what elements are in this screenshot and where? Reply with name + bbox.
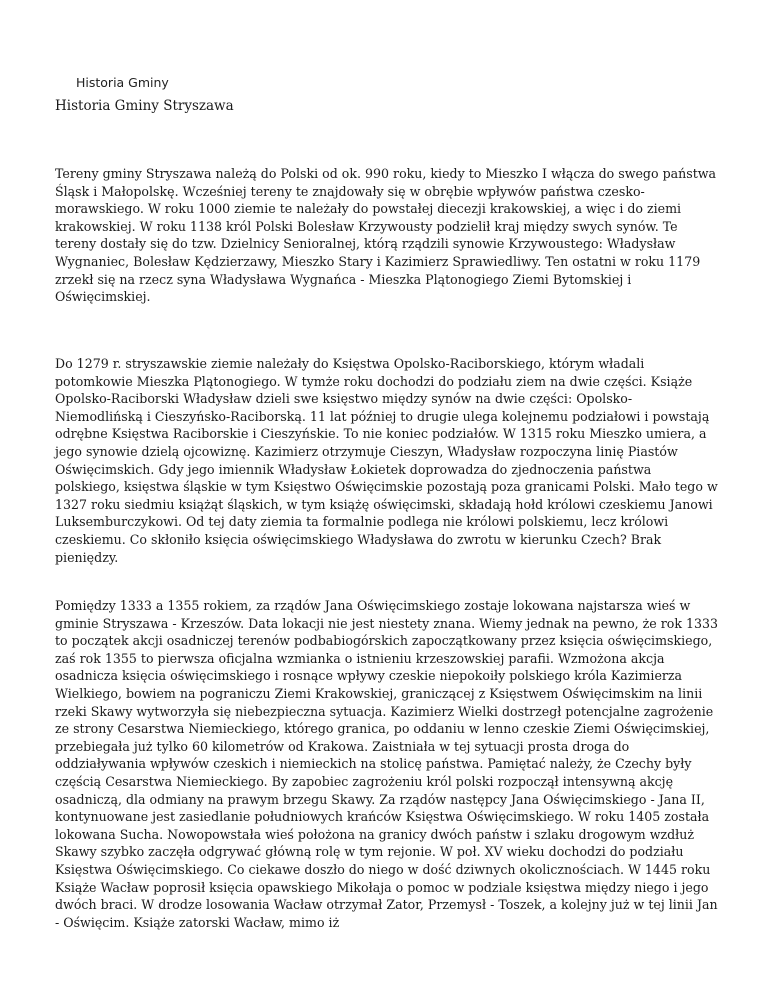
paragraph-2: Do 1279 r. stryszawskie ziemie należały do Księstwa Opolsko-Raciborskiego, którym władali potomkowie Mieszka Plątonogiego. W tymże roku dochodzi do podziału ziem na dwie części. Książe Opolsko-Raciborski Władysław dzieli swe księstwo między synów na dwie części: Opolsko-Niemodlińską i Cieszyńsko-Raciborską. 11 lat później to drugie ulega kolejnemu podziałowi i powstają odrębne Księstwa Raciborskie i Cieszyńskie. To nie koniec podziałów. W 1315 roku Mieszko umiera, a jego synowie dzielą ojcowiznę. Kazimierz otrzymuje Cieszyn, Władysław rozpoczyna linię Piastów Oświęcimskich. Gdy jego imiennik Władysław Łokietek doprowadza do zjednoczenia państwa polskiego, księstwa śląskie w tym Księstwo Oświęcimskie pozostają poza granicami Polski. Mało tego w 1327 roku siedmiu książąt śląskich, w tym książę oświęcimski, składają hołd królowi czeskiemu Janowi Luksemburczykowi. Od tej daty ziemia ta formalnie podlega nie królowi polskiemu, lecz królowi czeskiemu. Co skłoniło księcia oświęcimskiego Władysława do zwrotu w kierunku Czech? Brak pieniędzy.: [55, 356, 718, 565]
paragraph-1: Tereny gminy Stryszawa należą do Polski od ok. 990 roku, kiedy to Mieszko I włącza do swego państwa Śląsk i Małopolskę. Wcześniej tereny te znajdowały się w obrębie wpływów państwa czesko-morawskiego. W roku 1000 ziemie te należały do powstałej diecezji krakowskiej, a więc i do ziemi krakowskiej. W roku 1138 król Polski Bolesław Krzywousty podzielił kraj między swych synów. Te tereny dostały się do tzw. Dzielnicy Senioralnej, którą rządzili synowie Krzywoustego: Władysław Wygnaniec, Bolesław Kędzierzawy, Mieszko Stary i Kazimierz Sprawiedliwy. Ten ostatni w roku 1179 zrzekł się na rzecz syna Władysława Wygnańca - Mieszka Plątonogiego Ziemi Bytomskiej i Oświęcimskiej.: [55, 166, 717, 305]
running-header: Historia Gminy: [76, 75, 169, 90]
paragraph-3: Pomiędzy 1333 a 1355 rokiem, za rządów Jana Oświęcimskiego zostaje lokowana najstarsza wieś w gminie Stryszawa - Krzeszów. Data lokacji nie jest niestety znana. Wiemy jednak na pewno, że rok 1333 to początek akcji osadniczej terenów podbabiogórskich zapoczątkowany przez księcia oświęcimskiego, zaś rok 1355 to pierwsza oficjalna wzmianka o istnieniu krzeszowskiej parafii. Wzmożona akcja osadnicza księcia oświęcimskiego i rosnące wpływy czeskie niepokoiły polskiego króla Kazimierza Wielkiego, bowiem na pograniczu Ziemi Krakowskiej, graniczącej z Księstwem Oświęcimskim na linii rzeki Skawy wytworzyła się niebezpieczna sytuacja. Kazimierz Wielki dostrzegł potencjalne zagrożenie ze strony Cesarstwa Niemieckiego, którego granica, po oddaniu w lenno czeskie Ziemi Oświęcimskiej, przebiegała już tylko 60 kilometrów od Krakowa. Zaistniała w tej sytuacji prosta droga do oddziaływania wpływów czeskich i niemieckich na stolicę państwa. Pamiętać należy, że Czechy były częścią Cesarstwa Niemieckiego. By zapobiec zagrożeniu król polski rozpoczął intensywną akcję osadniczą, dla odmiany na prawym brzegu Skawy. Za rządów następcy Jana Oświęcimskiego - Jana II, kontynuowane jest zasiedlanie południowych krańców Księstwa Oświęcimskiego. W roku 1405 została lokowana Sucha. Nowopowstała wieś położona na granicy dwóch państw i szlaku drogowym wzdłuż Skawy szybko zaczęła odgrywać główną rolę w tym rejonie. W poł. XV wieku dochodzi do podziału Księstwa Oświęcimskiego. Co ciekawe doszło do niego w dość dziwnych okolicznościach. W 1445 roku Książe Wacław poprosił księcia opawskiego Mikołaja o pomoc w podziale księstwa między niego i jego dwóch braci. W drodze losowania Wacław otrzymał Zator, Przemysł - Toszek, a kolejny już w tej linii Jan - Oświęcim. Książe zatorski Wacław, mimo iż: [55, 598, 719, 930]
document-title: Historia Gminy Stryszawa: [55, 98, 234, 114]
